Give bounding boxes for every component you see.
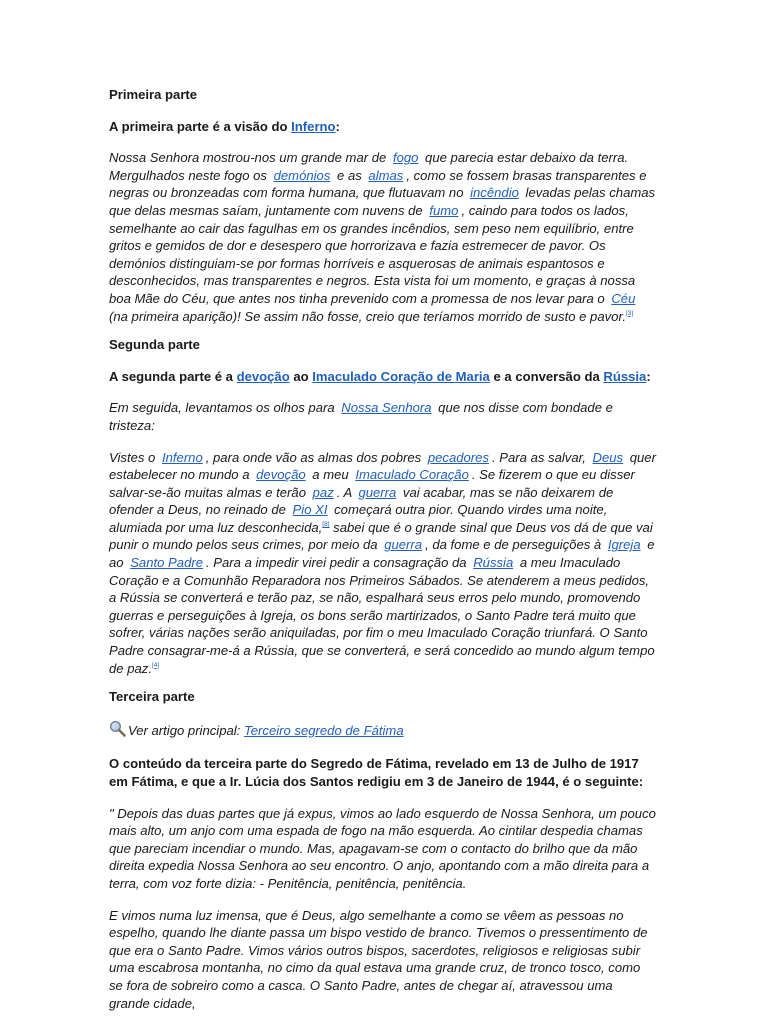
quote-text: (na primeira aparição)! Se assim não fosse, creio que teríamos morrido de susto e pavor.	[109, 308, 626, 324]
link-fumo[interactable]: fumo	[429, 202, 459, 218]
link-devocao[interactable]: devoção	[236, 368, 290, 384]
quote-text: sabei que é o grande sinal que Deus vos dá de que vai punir o mundo pelos seus crimes, por meio da	[109, 519, 653, 553]
quote-text: começará outra pior. Quando virdes uma noite, alumiada por uma luz desconhecida,	[109, 502, 608, 535]
link-ceu[interactable]: Céu	[611, 290, 636, 306]
link-terceiro-segredo[interactable]: Terceiro segredo de Fátima	[243, 722, 404, 738]
quote-text: e as	[333, 167, 366, 183]
section-heading-segunda: Segunda parte	[109, 337, 200, 353]
reference-3	[626, 310, 633, 317]
quote-text: , como se fossem brasas transparentes e negras ou bronzeadas com forma humana, que flutuavam no	[109, 167, 647, 201]
link-fogo[interactable]: fogo	[392, 150, 419, 166]
quote-text: que parecia estar debaixo da terra. Mergulhados neste fogo os	[109, 150, 629, 183]
quote-text: Em seguida, levantamos os olhos para	[109, 400, 339, 416]
link-inferno[interactable]: Inferno	[291, 118, 336, 134]
link-devocao-2[interactable]: devoção	[256, 467, 306, 483]
link-russia[interactable]: Rússia	[603, 368, 647, 384]
quote-text: , caindo para todos os lados, semelhante ao cair das fagulhas em os grandes incêndios, sem peso nem equilíbrio, entre gritos e gemidos de dor e desespero que horrorizava e fazia estremecer de pavor. Os demónios distinguiam-se por formas horríveis e asquerosas de animais espantosos e desconhecidos, mas transparentes e negros. Esta vista foi um momento, e graças à nossa boa Mãe do Céu, que antes nos tinha prevenido com a promessa de nos levar para o	[109, 202, 636, 306]
link-inferno-2[interactable]: Inferno	[161, 449, 203, 465]
link-almas[interactable]: almas	[368, 167, 404, 183]
quote-text: vai acabar, mas se não deixarem de ofender a Deus, no reinado de	[109, 484, 614, 518]
reference-4	[152, 662, 159, 669]
intro-text: :	[335, 118, 340, 134]
reference-link-8[interactable]: [8]	[322, 520, 330, 528]
intro-text: :	[646, 368, 651, 384]
quote-primeira	[109, 149, 657, 325]
link-guerra[interactable]: guerra	[358, 484, 397, 500]
link-nossa-senhora[interactable]: Nossa Senhora	[341, 400, 432, 416]
section-intro-terceira: O conteúdo da terceira parte do Segredo de Fátima, revelado em 13 de Julho de 1917 em Fátima, e que a Ir. Lúcia dos Santos redigiu em 3 de Janeiro de 1944, é o seguinte:	[109, 756, 644, 789]
intro-text: A segunda parte é a	[109, 368, 237, 384]
link-pio-xi[interactable]: Pio XI	[292, 502, 328, 518]
quote-text: . Para a impedir virei pedir a consagração da	[206, 555, 471, 571]
link-pecadores[interactable]: pecadores	[427, 449, 489, 465]
quote-terceira-1: " Depois das duas partes que já expus, vimos ao lado esquerdo de Nossa Senhora, um pouco mais alto, um anjo com uma espada de fogo na mão esquerda. Ao cintilar despedia chamas que pareciam incendiar o mundo. Mas, apagavam-se com o contacto do brilho que da mão direita expedia Nossa Senhora ao seu encontro. O anjo, apontando com a mão direita para a terra, com voz forte dizia: - Penitência, penitência, penitência.	[109, 805, 656, 891]
see-also-line	[109, 720, 657, 742]
quote-text: . Para as salvar,	[492, 449, 590, 465]
document-page	[109, 86, 657, 1026]
see-also-label: Ver artigo principal:	[128, 722, 244, 738]
link-demonios[interactable]: demónios	[273, 167, 331, 183]
link-igreja[interactable]: Igreja	[607, 537, 641, 553]
quote-terceira-2: E vimos numa luz imensa, que é Deus, algo semelhante a como se vêem as pessoas no espelho, quando lhe diante passa um bispo vestido de branco. Tivemos o pressentimento de que era o Santo Padre. Vimos vários outros bispos, sacerdotes, religiosos e religiosas subir uma escabrosa montanha, no cimo da qual estava uma grande cruz, de tronco tosco, como se fora de sobreiro como a casca. O Santo Padre, antes de chegar aí, atravessou uma grande cidade,	[109, 907, 648, 1011]
link-incendio[interactable]: incêndio	[470, 185, 519, 201]
quote-text: . Se fizerem o que eu disser salvar-se-ão muitas almas e terão	[109, 467, 635, 500]
quote-text: a meu Imaculado Coração e a Comunhão Reparadora nos Primeiros Sábados. Se atenderem a meus pedidos, a Rússia se converterá e terão paz, se não, espalhará seus erros pelo mundo, promovendo guerras e perseguições à Igreja, os bons serão martirizados, o Santo Padre terá muito que sofrer, várias nações serão aniquiladas, por fim o meu Imaculado Coração triunfará. O Santo Padre consagrar-me-á a Rússia, que se converterá, e será concedido ao mundo algum tempo de paz.	[109, 555, 655, 676]
link-russia-2[interactable]: Rússia	[473, 555, 514, 571]
intro-text: ao	[289, 368, 313, 384]
section-intro-primeira	[109, 118, 657, 136]
quote-text: . A	[336, 484, 356, 500]
intro-text: e a conversão da	[489, 368, 604, 384]
quote-segunda-2	[109, 449, 657, 678]
quote-text: Nossa Senhora mostrou-nos um grande mar de	[109, 150, 390, 166]
section-intro-segunda	[109, 368, 657, 386]
quote-segunda-1	[109, 399, 657, 434]
quote-text: levadas pelas chamas que delas mesmas saíam, juntamente com nuvens de	[109, 185, 656, 218]
quote-text: a meu	[308, 467, 353, 483]
link-santo-padre[interactable]: Santo Padre	[130, 555, 203, 571]
quote-text: e ao	[109, 537, 655, 571]
magnifier-icon	[109, 720, 126, 742]
quote-text: quer estabelecer no mundo a	[109, 449, 656, 483]
intro-text: A primeira parte é a visão do	[109, 118, 292, 134]
quote-text: que nos disse com bondade e tristeza:	[109, 400, 613, 433]
reference-link-4[interactable]: [4]	[151, 661, 160, 669]
quote-text: , para onde vão as almas dos pobres	[205, 449, 425, 465]
quote-text: , da fome e de perseguições à	[425, 537, 605, 553]
link-imaculado-coracao[interactable]: Imaculado Coração	[355, 467, 469, 483]
link-guerra-2[interactable]: guerra	[384, 537, 423, 553]
link-paz[interactable]: paz	[312, 484, 334, 500]
reference-link-3[interactable]: [3]	[625, 309, 634, 317]
section-heading-terceira: Terceira parte	[109, 689, 195, 705]
link-deus[interactable]: Deus	[592, 449, 624, 465]
section-heading-primeira: Primeira parte	[109, 87, 198, 102]
reference-8	[322, 521, 329, 528]
link-imaculado-coracao-de-maria[interactable]: Imaculado Coração de Maria	[312, 368, 490, 384]
quote-text: Vistes o	[109, 449, 159, 465]
